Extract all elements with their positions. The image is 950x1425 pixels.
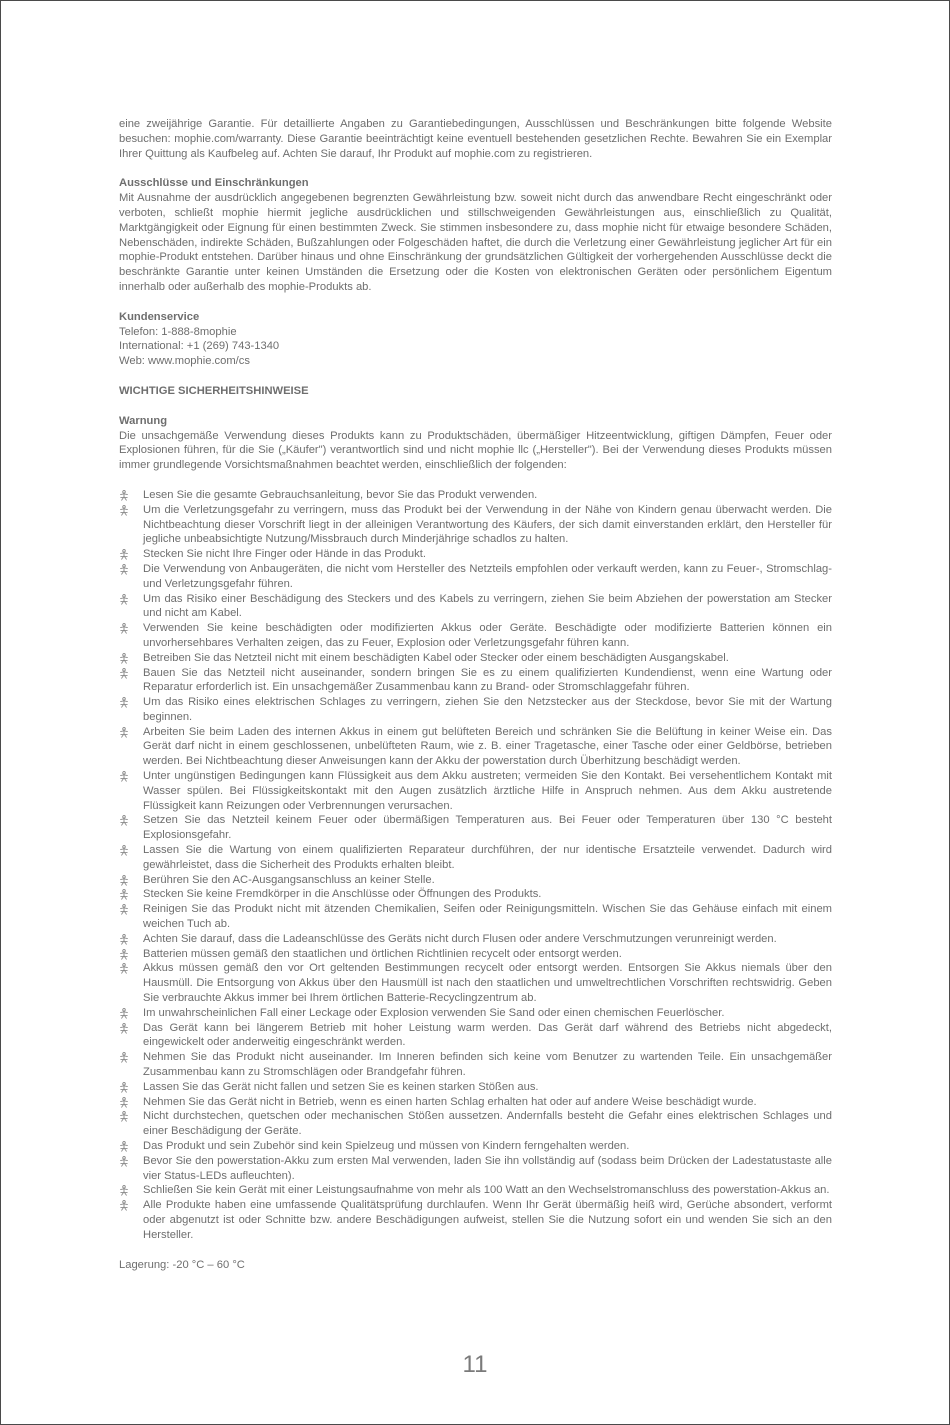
exclusions-paragraph: Mit Ausnahme der ausdrücklich angegebenen begrenzten Gewährleistung bzw. soweit nicht durch das anwendbare Recht eingeschränkt oder verboten, schließt mophie hiermit jegliche ausdrücklichen und stillschweigenden Gewährleistungen aus, einschließlich zu Qualität, Marktgängigkeit oder Eignung für einen bestimmten Zweck. Sie stimmen insbesondere zu, dass mophie nicht für etwaige besondere Schäden, Nebenschäden, indirekte Schäden, Bußzahlungen oder Folgeschäden haftet, die durch die Verletzung einer Gewährleistung jeglicher Art für ein mophie-Produkt entstehen. Darüber hinaus und ohne Einschränkung der grundsätzlichen Gültigkeit der vorhergehenden Ausschlüsse deckt die beschränkte Garantie unter keinen Umständen die Ersetzung oder die Kosten von elektronischen Geräten oder persönlichem Eigentum innerhalb oder außerhalb des mophie-Produkts ab. <box>119 192 832 293</box>
safety-warning-text: Das Produkt und sein Zubehör sind kein Spielzeug und müssen von Kindern ferngehalten werden. <box>143 1140 630 1152</box>
safety-warning-item <box>119 1198 832 1242</box>
safety-warning-item <box>119 488 832 503</box>
storage-temperature: Lagerung: -20 °C – 60 °C <box>119 1258 245 1271</box>
warning-figure-icon <box>119 949 129 960</box>
safety-warning-text: Das Gerät kann bei längerem Betrieb mit hoher Leistung warm werden. Das Gerät darf während des Betriebs nicht abgedeckt, eingewickelt oder anderweitig eingeschränkt werden. <box>143 1021 832 1049</box>
safety-warning-item <box>119 503 832 547</box>
safety-warning-text: Schließen Sie kein Gerät mit einer Leistungsaufnahme von mehr als 100 Watt an den Wechselstromanschluss des powerstation-Akkus an. <box>143 1184 830 1197</box>
customer-service-web: Web: www.mophie.com/cs <box>119 355 250 368</box>
warning-figure-icon <box>119 845 129 856</box>
safety-warning-text: Akkus müssen gemäß den vor Ort geltenden Bestimmungen recycelt oder entsorgt werden. Entsorgen Sie Akkus niemals über den Hausmüll. Die Entsorgung von Akkus über den Hausmüll ist nach den staatlichen und umweltrechtlichen Vorschriften rechtswidrig. Geben Sie verbrauchte Akkus immer bei Ihrem örtlichen Batterie-Recyclingzentrum ab. <box>143 962 832 1005</box>
warning-figure-icon <box>119 904 129 915</box>
warning-figure-icon <box>119 1008 129 1019</box>
customer-service-heading: Kundenservice <box>119 310 200 323</box>
warning-figure-icon <box>119 889 129 900</box>
safety-warning-item <box>119 873 832 888</box>
safety-warning-text: Lassen Sie die Wartung von einem qualifizierten Reparateur durchführen, der nur identische Ersatzteile verwendet. Dadurch wird gewährleistet, dass die Sicherheit des Produkts erhalten bleibt. <box>143 844 832 871</box>
safety-warning-text: Nehmen Sie das Gerät nicht in Betrieb, wenn es einen harten Schlag erhalten hat oder auf andere Weise beschädigt wurde. <box>143 1095 757 1108</box>
warning-figure-icon <box>119 564 129 575</box>
safety-warning-text: Um das Risiko eines elektrischen Schlages zu verringern, ziehen Sie den Netzstecker aus der Steckdose, bevor Sie mit der Wartung beginnen. <box>143 696 832 723</box>
warning-figure-icon <box>119 963 129 974</box>
safety-warning-text: Im unwahrscheinlichen Fall einer Leckage oder Explosion verwenden Sie Sand oder einen chemischen Feuerlöscher. <box>143 1006 725 1019</box>
customer-service-international: International: +1 (269) 743-1340 <box>119 340 280 353</box>
warning-paragraph: Die unsachgemäße Verwendung dieses Produkts kann zu Produktschäden, übermäßiger Hitzeentwicklung, giftigen Dämpfen, Feuer oder Explosionen führen, für die Sie („Käufer") verantwortlich sind und nicht mophie llc („Hersteller"). Bei der Verwendung dieses Produkts müssen immer grundlegende Vorsichtsmaßnahmen beachtet werden, einschließlich der folgenden: <box>119 429 832 472</box>
safety-warning-text: Lassen Sie das Gerät nicht fallen und setzen Sie es keinen starken Stößen aus. <box>143 1080 539 1093</box>
warning-figure-icon <box>119 653 129 664</box>
safety-warning-text: Batterien müssen gemäß den staatlichen und örtlichen Richtlinien recycelt oder entsorgt werden. <box>143 947 622 960</box>
safety-warning-text: Betreiben Sie das Netzteil nicht mit einem beschädigten Kabel oder Stecker oder einem beschädigten Ausgangskabel. <box>143 651 729 664</box>
safety-warning-item <box>119 725 832 769</box>
safety-warning-text: Um die Verletzungsgefahr zu verringern, muss das Produkt bei der Verwendung in der Nähe von Kindern genau überwacht werden. Die Nichtbeachtung dieser Vorschrift liegt in der alleinigen Verantwortung des Käufers, der sich damit einverstanden erklärt, den Hersteller für jegliche unbeabsichtigte Nutzung/Missbrauch durch Minderjährige schadlos zu halten. <box>143 503 832 546</box>
safety-warning-text: Arbeiten Sie beim Laden des internen Akkus in einem gut belüfteten Bereich und schränken Sie die Belüftung in keiner Weise ein. Das Gerät darf nicht in einem geschlossenen, unbelüfteten Raum, wie z. B. einer Tragetasche, einer Tasche oder einer Geldbörse, betrieben werden. Bei Nichtbeachtung dieser Anweisungen kann der Akku der powerstation durch Überhitzung beschädigt werden. <box>143 725 832 768</box>
safety-warning-text: Nicht durchstechen, quetschen oder mechanischen Stößen aussetzen. Andernfalls besteht die Gefahr eines elektrischen Schlages und einer Beschädigung der Geräte. <box>143 1110 832 1138</box>
safety-warning-text: Nehmen Sie das Produkt nicht auseinander. Im Inneren befinden sich keine vom Benutzer zu wartenden Teile. Ein unsachgemäßer Zusammenbau kann zu Stromschlägen oder Brandgefahr führen. <box>143 1051 832 1079</box>
safety-warning-item <box>119 666 832 696</box>
safety-warning-item <box>119 547 832 562</box>
warning-figure-icon <box>119 1111 129 1122</box>
safety-warning-item <box>119 1006 832 1021</box>
safety-warning-text: Lesen Sie die gesamte Gebrauchsanleitung, bevor Sie das Produkt verwenden. <box>143 488 538 501</box>
warning-figure-icon <box>119 875 129 886</box>
safety-warning-text: Achten Sie darauf, dass die Ladeanschlüsse des Geräts nicht durch Flusen oder andere Verschmutzungen verunreinigt werden. <box>143 932 777 945</box>
warning-figure-icon <box>119 934 129 945</box>
safety-warning-item <box>119 813 832 843</box>
safety-warning-text: Stecken Sie nicht Ihre Finger oder Hände in das Produkt. <box>143 548 426 561</box>
safety-warning-item <box>119 1095 832 1110</box>
warning-figure-icon <box>119 1023 129 1034</box>
warning-figure-icon <box>119 490 129 501</box>
safety-warning-text: Um das Risiko einer Beschädigung des Steckers und des Kabels zu verringern, ziehen Sie beim Abziehen der powerstation am Stecker und nicht am Kabel. <box>143 592 832 620</box>
safety-warning-text: Reinigen Sie das Produkt nicht mit ätzenden Chemikalien, Seifen oder Reinigungsmitteln. Wischen Sie das Gehäuse einfach mit einem weichen Tuch ab. <box>143 903 832 931</box>
safety-warning-item <box>119 1080 832 1095</box>
warning-figure-icon <box>119 727 129 738</box>
safety-warning-item <box>119 1154 832 1184</box>
warning-figure-icon <box>119 549 129 560</box>
safety-warning-text: Stecken Sie keine Fremdkörper in die Anschlüsse oder Öffnungen des Produkts. <box>143 888 542 901</box>
safety-warning-item <box>119 651 832 666</box>
safety-warning-text: Bevor Sie den powerstation-Akku zum ersten Mal verwenden, laden Sie ihn vollständig auf (sodass beim Drücken der Ladestatustaste alle vier Status-LEDs aufleuchten). <box>143 1154 832 1182</box>
safety-warning-text: Berühren Sie den AC-Ausgangsanschluss an keiner Stelle. <box>143 873 435 886</box>
safety-warnings-list <box>119 488 832 1243</box>
safety-warning-text: Verwenden Sie keine beschädigten oder modifizierten Akkus oder Geräte. Beschädigte oder modifizierte Batterien können ein unvorhersehbares Verhalten zeigen, das zu Feuer, Explosion oder Verletzungsgefahr führen kann. <box>143 622 832 649</box>
safety-warning-item <box>119 592 832 622</box>
exclusions-heading: Ausschlüsse und Einschränkungen <box>119 177 309 190</box>
warning-figure-icon <box>119 1185 129 1196</box>
safety-instructions-heading: WICHTIGE SICHERHEITSHINWEISE <box>119 384 309 397</box>
warning-figure-icon <box>119 1200 129 1211</box>
warning-figure-icon <box>119 1141 129 1152</box>
warning-figure-icon <box>119 697 129 708</box>
warning-figure-icon <box>119 623 129 634</box>
safety-warning-item <box>119 562 832 592</box>
safety-warning-item <box>119 947 832 962</box>
safety-warning-text: Setzen Sie das Netzteil keinem Feuer oder übermäßigen Temperaturen aus. Bei Feuer oder Temperaturen über 130 °C besteht Explosionsgefahr. <box>143 814 832 842</box>
safety-warning-text: Alle Produkte haben eine umfassende Qualitätsprüfung durchlaufen. Wenn Ihr Gerät übermäßig heiß wird, Gerüche absondert, verformt oder abgenutzt ist oder Schnitte bzw. andere Beschädigungen aufweist, stellen Sie die Nutzung sofort ein und wenden Sie sich an den Hersteller. <box>143 1199 832 1241</box>
page-content <box>119 117 832 1272</box>
page-number: 11 <box>462 1351 488 1378</box>
safety-warning-item <box>119 902 832 932</box>
safety-warning-item <box>119 621 832 651</box>
warning-figure-icon <box>119 771 129 782</box>
safety-warning-text: Unter ungünstigen Bedingungen kann Flüssigkeit aus dem Akku austreten; vermeiden Sie den Kontakt. Bei versehentlichem Kontakt mit Wasser spülen. Bei Flüssigkeitskontakt mit den Augen zusätzlich ärztliche Hilfe in Anspruch nehmen. Aus dem Akku austretende Flüssigkeit kann Reizungen oder Verbrennungen verursachen. <box>143 770 832 812</box>
safety-warning-item <box>119 843 832 873</box>
safety-warning-item <box>119 769 832 813</box>
warning-heading: Warnung <box>119 414 168 427</box>
warning-figure-icon <box>119 1156 129 1167</box>
safety-warning-item <box>119 1139 832 1154</box>
safety-warning-item <box>119 961 832 1005</box>
warning-figure-icon <box>119 668 129 679</box>
safety-warning-item <box>119 695 832 725</box>
safety-warning-item <box>119 1183 832 1198</box>
safety-warning-item <box>119 1050 832 1080</box>
safety-warning-text: Bauen Sie das Netzteil nicht auseinander, sondern bringen Sie es zu einem qualifizierten Kundendienst, wenn eine Wartung oder Reparatur erforderlich ist. Ein unsachgemäßer Zusammenbau kann zu Brand- oder Stromschlaggefahr führen. <box>143 666 832 694</box>
warranty-intro-paragraph: eine zweijährige Garantie. Für detaillierte Angaben zu Garantiebedingungen, Ausschlüssen und Beschränkungen bitte folgende Website besuchen: mophie.com/warranty. Diese Garantie beeinträchtigt keine eventuell bestehenden gesetzlichen Rechte. Bewahren Sie ein Exemplar Ihrer Quittung als Kaufbeleg auf. Achten Sie darauf, Ihr Produkt auf mophie.com zu registrieren. <box>119 118 832 160</box>
safety-warning-item <box>119 932 832 947</box>
warning-figure-icon <box>119 594 129 605</box>
safety-warning-item <box>119 1109 832 1139</box>
safety-warning-item <box>119 887 832 902</box>
customer-service-phone: Telefon: 1-888-8mophie <box>119 325 237 338</box>
warning-figure-icon <box>119 1082 129 1093</box>
warning-figure-icon <box>119 505 129 516</box>
warning-figure-icon <box>119 1052 129 1063</box>
safety-warning-text: Die Verwendung von Anbaugeräten, die nicht vom Hersteller des Netzteils empfohlen oder verkauft werden, kann zu Feuer-, Stromschlag- und Verletzungsgefahr führen. <box>143 562 832 590</box>
safety-warning-item <box>119 1021 832 1051</box>
warning-figure-icon <box>119 1097 129 1108</box>
warning-figure-icon <box>119 815 129 826</box>
